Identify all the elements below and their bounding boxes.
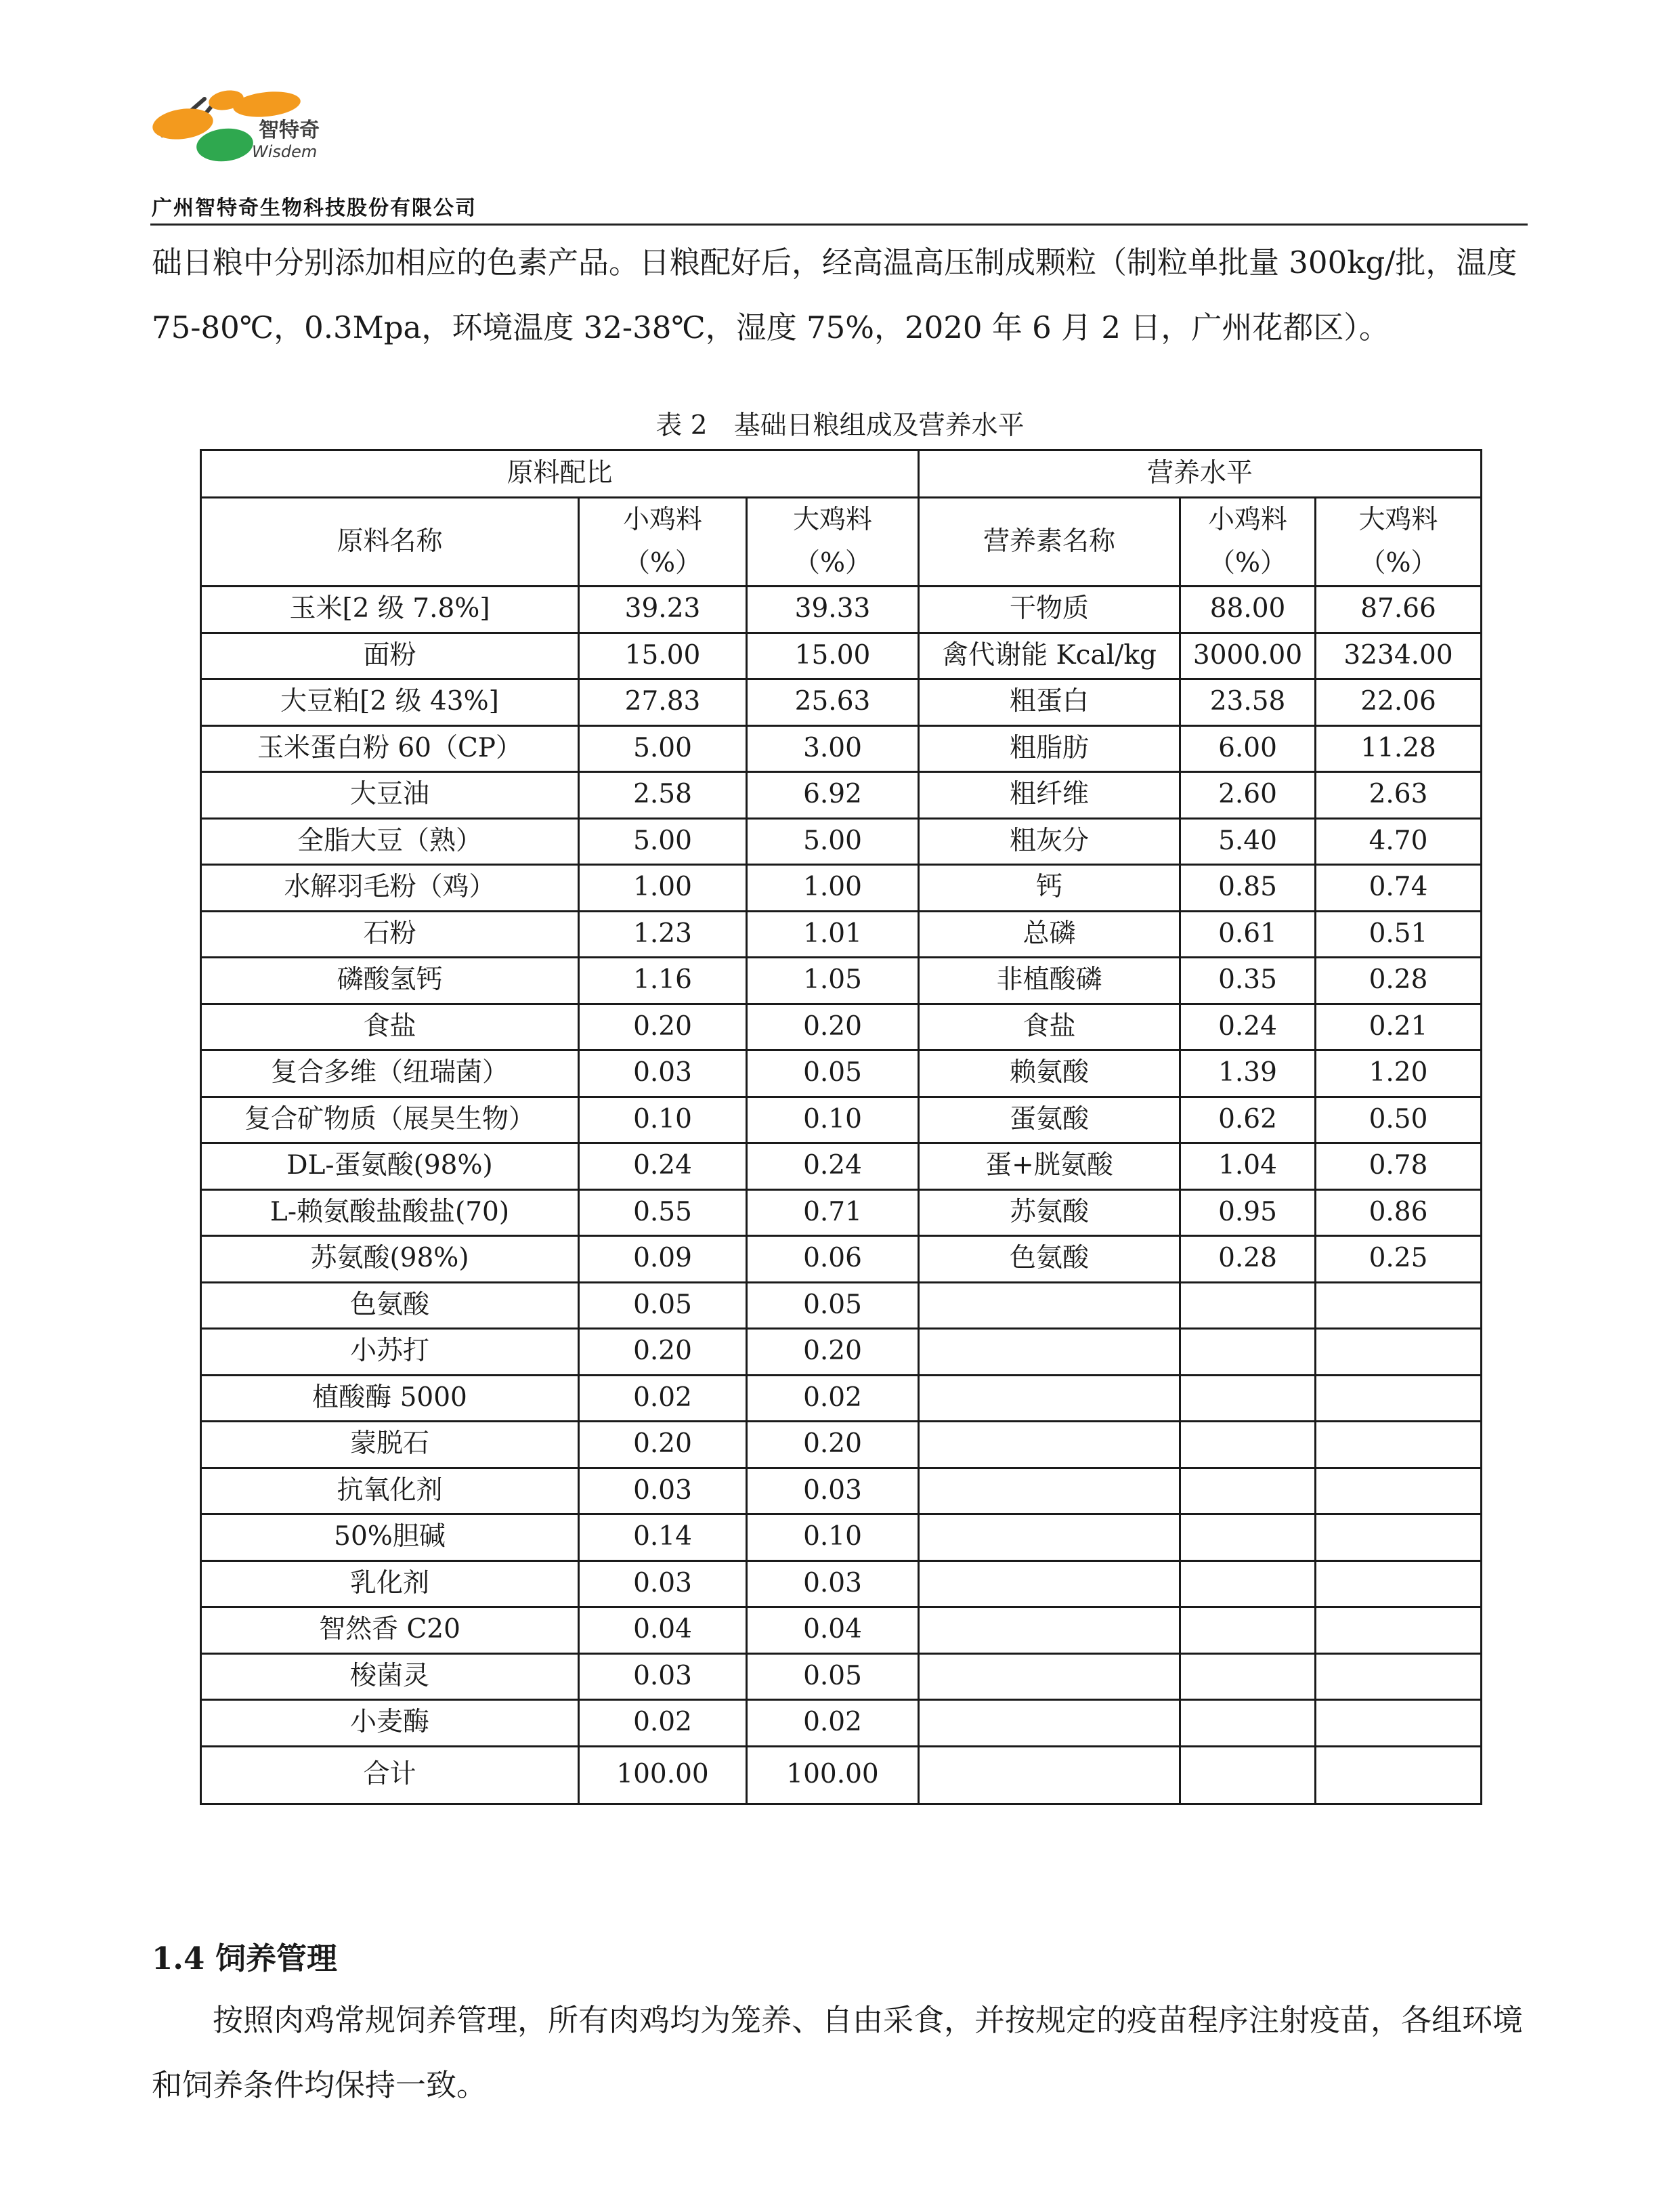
cell-nutrient-large: 11.28 <box>1316 725 1482 772</box>
cell-nutrient: 食盐 <box>919 1004 1180 1050</box>
cell-nutrient-small: 0.35 <box>1180 958 1316 1004</box>
cell-ingredient: 小苏打 <box>201 1329 579 1376</box>
cell-nutrient <box>919 1653 1180 1700</box>
cell-large-pct: 39.33 <box>747 587 919 633</box>
company-name: 广州智特奇生物科技股份有限公司 <box>152 196 477 220</box>
section-paragraph: 按照肉鸡常规饲养管理，所有肉鸡均为笼养、自由采食，并按规定的疫苗程序注射疫苗，各组环境和饲养条件均保持一致。 <box>152 2002 1524 2103</box>
cell-nutrient-small: 2.60 <box>1180 772 1316 819</box>
cell-small-pct: 0.03 <box>579 1050 747 1097</box>
cell-nutrient-large <box>1316 1422 1482 1468</box>
cell-nutrient-small: 1.04 <box>1180 1143 1316 1190</box>
cell-large-pct: 0.71 <box>747 1189 919 1236</box>
cell-nutrient: 粗灰分 <box>919 818 1180 865</box>
table-row <box>201 865 1482 912</box>
cell-small-pct: 0.03 <box>579 1560 747 1607</box>
cell-nutrient-small: 1.39 <box>1180 1050 1316 1097</box>
cell-ingredient: 食盐 <box>201 1004 579 1050</box>
diet-composition-table <box>200 449 1482 1805</box>
cell-large-pct: 0.20 <box>747 1329 919 1376</box>
cell-nutrient-small <box>1180 1607 1316 1654</box>
total-cell-large-pct: 100.00 <box>747 1746 919 1804</box>
cell-nutrient: 干物质 <box>919 587 1180 633</box>
cell-nutrient <box>919 1375 1180 1422</box>
cell-ingredient: 石粉 <box>201 911 579 958</box>
cell-nutrient-small: 0.24 <box>1180 1004 1316 1050</box>
cell-nutrient-large: 22.06 <box>1316 679 1482 726</box>
header-large-nutrient <box>1316 498 1482 587</box>
table-row <box>201 1236 1482 1283</box>
table-row <box>201 911 1482 958</box>
cell-large-pct: 25.63 <box>747 679 919 726</box>
cell-ingredient: 乳化剂 <box>201 1560 579 1607</box>
table-row <box>201 958 1482 1004</box>
cell-nutrient-large: 0.28 <box>1316 958 1482 1004</box>
cell-small-pct: 0.03 <box>579 1468 747 1514</box>
cell-nutrient-large: 4.70 <box>1316 818 1482 865</box>
cell-large-pct: 5.00 <box>747 818 919 865</box>
cell-small-pct: 5.00 <box>579 725 747 772</box>
cell-large-pct: 0.05 <box>747 1653 919 1700</box>
header-small-label: 小鸡料 <box>622 505 702 535</box>
cell-ingredient: 植酸酶 5000 <box>201 1375 579 1422</box>
cell-small-pct: 0.04 <box>579 1607 747 1654</box>
cell-nutrient-small: 0.61 <box>1180 911 1316 958</box>
cell-large-pct: 1.00 <box>747 865 919 912</box>
total-cell-small-pct: 100.00 <box>579 1746 747 1804</box>
cell-large-pct: 3.00 <box>747 725 919 772</box>
table-row <box>201 679 1482 726</box>
table-row <box>201 1189 1482 1236</box>
cell-nutrient: 粗蛋白 <box>919 679 1180 726</box>
cell-small-pct: 0.20 <box>579 1004 747 1050</box>
cell-nutrient: 蛋+胱氨酸 <box>919 1143 1180 1190</box>
cell-large-pct: 0.24 <box>747 1143 919 1190</box>
cell-ingredient: 玉米蛋白粉 60（CP） <box>201 725 579 772</box>
cell-large-pct: 1.01 <box>747 911 919 958</box>
empty-cell <box>1180 1746 1316 1804</box>
cell-large-pct: 0.10 <box>747 1097 919 1143</box>
cell-nutrient: 粗脂肪 <box>919 725 1180 772</box>
group-header-row <box>201 450 1482 498</box>
cell-small-pct: 1.00 <box>579 865 747 912</box>
cell-nutrient-small: 23.58 <box>1180 679 1316 726</box>
cell-ingredient: 复合多维（纽瑞菌） <box>201 1050 579 1097</box>
cell-nutrient: 钙 <box>919 865 1180 912</box>
cell-nutrient <box>919 1560 1180 1607</box>
table-row <box>201 1468 1482 1514</box>
table-row <box>201 1329 1482 1376</box>
cell-ingredient: 水解羽毛粉（鸡） <box>201 865 579 912</box>
table-row <box>201 1097 1482 1143</box>
cell-nutrient <box>919 1282 1180 1329</box>
cell-large-pct: 0.10 <box>747 1514 919 1561</box>
cell-small-pct: 1.23 <box>579 911 747 958</box>
cell-nutrient-small <box>1180 1422 1316 1468</box>
cell-ingredient: 大豆油 <box>201 772 579 819</box>
cell-small-pct: 0.03 <box>579 1653 747 1700</box>
cell-large-pct: 0.02 <box>747 1700 919 1747</box>
cell-nutrient: 禽代谢能 Kcal/kg <box>919 633 1180 679</box>
table-row <box>201 1560 1482 1607</box>
table-row <box>201 1375 1482 1422</box>
cell-large-pct: 0.05 <box>747 1282 919 1329</box>
cell-nutrient-small <box>1180 1282 1316 1329</box>
cell-nutrient-small <box>1180 1560 1316 1607</box>
cell-small-pct: 0.55 <box>579 1189 747 1236</box>
cell-ingredient: 梭菌灵 <box>201 1653 579 1700</box>
cell-nutrient <box>919 1514 1180 1561</box>
cell-nutrient-small: 3000.00 <box>1180 633 1316 679</box>
cell-ingredient: 50%胆碱 <box>201 1514 579 1561</box>
column-header-row <box>201 498 1482 587</box>
cell-nutrient-large: 3234.00 <box>1316 633 1482 679</box>
cell-nutrient <box>919 1700 1180 1747</box>
cell-ingredient: 蒙脱石 <box>201 1422 579 1468</box>
cell-nutrient-small: 6.00 <box>1180 725 1316 772</box>
header-unit: （%） <box>1359 548 1438 578</box>
cell-nutrient-large <box>1316 1282 1482 1329</box>
cell-ingredient: 抗氧化剂 <box>201 1468 579 1514</box>
empty-cell <box>919 1746 1180 1804</box>
cell-nutrient-small <box>1180 1468 1316 1514</box>
cell-small-pct: 27.83 <box>579 679 747 726</box>
cell-nutrient-large: 0.74 <box>1316 865 1482 912</box>
group-header-ingredients: 原料配比 <box>201 450 919 498</box>
header-nutrient-name: 营养素名称 <box>919 498 1180 587</box>
cell-nutrient-large: 0.25 <box>1316 1236 1482 1283</box>
cell-large-pct: 0.05 <box>747 1050 919 1097</box>
cell-nutrient: 粗纤维 <box>919 772 1180 819</box>
cell-nutrient-small: 0.85 <box>1180 865 1316 912</box>
cell-nutrient: 苏氨酸 <box>919 1189 1180 1236</box>
cell-large-pct: 0.02 <box>747 1375 919 1422</box>
cell-large-pct: 15.00 <box>747 633 919 679</box>
cell-ingredient: 全脂大豆（熟） <box>201 818 579 865</box>
cell-large-pct: 1.05 <box>747 958 919 1004</box>
cell-ingredient: 面粉 <box>201 633 579 679</box>
cell-ingredient: 智然香 C20 <box>201 1607 579 1654</box>
cell-large-pct: 0.03 <box>747 1468 919 1514</box>
cell-nutrient-small: 88.00 <box>1180 587 1316 633</box>
table-row <box>201 587 1482 633</box>
cell-large-pct: 0.06 <box>747 1236 919 1283</box>
cell-small-pct: 0.05 <box>579 1282 747 1329</box>
cell-nutrient: 非植酸磷 <box>919 958 1180 1004</box>
cell-nutrient-large: 1.20 <box>1316 1050 1482 1097</box>
cell-large-pct: 0.20 <box>747 1004 919 1050</box>
cell-nutrient-large: 0.50 <box>1316 1097 1482 1143</box>
cell-small-pct: 0.14 <box>579 1514 747 1561</box>
cell-nutrient-large: 0.78 <box>1316 1143 1482 1190</box>
cell-nutrient-large <box>1316 1560 1482 1607</box>
cell-nutrient-large <box>1316 1468 1482 1514</box>
group-header-nutrients: 营养水平 <box>919 450 1482 498</box>
cell-small-pct: 0.10 <box>579 1097 747 1143</box>
cell-nutrient-large <box>1316 1607 1482 1654</box>
header-small-nutrient <box>1180 498 1316 587</box>
cell-small-pct: 0.02 <box>579 1375 747 1422</box>
cell-large-pct: 0.20 <box>747 1422 919 1468</box>
table-row <box>201 1607 1482 1654</box>
cell-nutrient-small <box>1180 1329 1316 1376</box>
header-small-label: 小鸡料 <box>1208 505 1288 535</box>
cell-small-pct: 0.02 <box>579 1700 747 1747</box>
cell-nutrient-large: 0.86 <box>1316 1189 1482 1236</box>
header-unit: （%） <box>623 548 702 578</box>
cell-large-pct: 6.92 <box>747 772 919 819</box>
cell-nutrient-small: 0.28 <box>1180 1236 1316 1283</box>
cell-large-pct: 0.03 <box>747 1560 919 1607</box>
cell-nutrient-large <box>1316 1329 1482 1376</box>
section-heading: 1.4 饲养管理 <box>152 1940 337 1976</box>
cell-small-pct: 15.00 <box>579 633 747 679</box>
cell-nutrient-large: 87.66 <box>1316 587 1482 633</box>
table-row <box>201 633 1482 679</box>
table-row <box>201 1004 1482 1050</box>
cell-nutrient-large: 0.21 <box>1316 1004 1482 1050</box>
header-ingredient-name: 原料名称 <box>201 498 579 587</box>
table-row <box>201 1700 1482 1747</box>
cell-nutrient-large <box>1316 1700 1482 1747</box>
table-caption: 表 2 基础日粮组成及营养水平 <box>655 410 1025 441</box>
header-large-label: 大鸡料 <box>793 505 873 535</box>
header-large-label: 大鸡料 <box>1358 505 1438 535</box>
cell-ingredient: 玉米[2 级 7.8%] <box>201 587 579 633</box>
cell-nutrient-large <box>1316 1514 1482 1561</box>
cell-ingredient: 磷酸氢钙 <box>201 958 579 1004</box>
cell-nutrient: 色氨酸 <box>919 1236 1180 1283</box>
table-row <box>201 1143 1482 1190</box>
table-row <box>201 725 1482 772</box>
cell-nutrient: 赖氨酸 <box>919 1050 1180 1097</box>
header-divider <box>150 224 1528 226</box>
cell-nutrient-small: 0.62 <box>1180 1097 1316 1143</box>
table-row <box>201 772 1482 819</box>
cell-small-pct: 0.24 <box>579 1143 747 1190</box>
cell-small-pct: 2.58 <box>579 772 747 819</box>
cell-small-pct: 39.23 <box>579 587 747 633</box>
cell-ingredient: 大豆粕[2 级 43%] <box>201 679 579 726</box>
cell-large-pct: 0.04 <box>747 1607 919 1654</box>
cell-small-pct: 0.20 <box>579 1329 747 1376</box>
total-row <box>201 1746 1482 1804</box>
cell-nutrient <box>919 1329 1180 1376</box>
cell-ingredient: DL-蛋氨酸(98%) <box>201 1143 579 1190</box>
table-row <box>201 1653 1482 1700</box>
cell-nutrient-small <box>1180 1700 1316 1747</box>
cell-small-pct: 0.20 <box>579 1422 747 1468</box>
table-row <box>201 1050 1482 1097</box>
company-logo <box>150 87 347 165</box>
cell-ingredient: L-赖氨酸盐酸盐(70) <box>201 1189 579 1236</box>
cell-nutrient-large: 0.51 <box>1316 911 1482 958</box>
total-cell-ingredient: 合计 <box>201 1746 579 1804</box>
cell-ingredient: 小麦酶 <box>201 1700 579 1747</box>
header-small-chicken <box>579 498 747 587</box>
cell-nutrient-large: 2.63 <box>1316 772 1482 819</box>
cell-nutrient-large <box>1316 1653 1482 1700</box>
cell-nutrient-small <box>1180 1375 1316 1422</box>
cell-ingredient: 苏氨酸(98%) <box>201 1236 579 1283</box>
cell-nutrient-small: 0.95 <box>1180 1189 1316 1236</box>
cell-ingredient: 复合矿物质（展昊生物） <box>201 1097 579 1143</box>
cell-nutrient-small <box>1180 1514 1316 1561</box>
cell-nutrient-large <box>1316 1375 1482 1422</box>
cell-small-pct: 5.00 <box>579 818 747 865</box>
table-row <box>201 1514 1482 1561</box>
cell-nutrient <box>919 1468 1180 1514</box>
header-unit: （%） <box>1208 548 1287 578</box>
table-row <box>201 1282 1482 1329</box>
cell-ingredient: 色氨酸 <box>201 1282 579 1329</box>
cell-nutrient <box>919 1607 1180 1654</box>
cell-nutrient: 蛋氨酸 <box>919 1097 1180 1143</box>
intro-paragraph: 础日粮中分别添加相应的色素产品。日粮配好后，经高温高压制成颗粒（制粒单批量 300kg/批，温度 75-80℃，0.3Mpa，环境温度 32-38℃，湿度 75%，2020 年 6 月 2 日，广州花都区）。 <box>152 245 1517 345</box>
cell-small-pct: 0.09 <box>579 1236 747 1283</box>
empty-cell <box>1316 1746 1482 1804</box>
table-row <box>201 1422 1482 1468</box>
cell-nutrient-small <box>1180 1653 1316 1700</box>
cell-nutrient <box>919 1422 1180 1468</box>
cell-nutrient-small: 5.40 <box>1180 818 1316 865</box>
cell-nutrient: 总磷 <box>919 911 1180 958</box>
cell-small-pct: 1.16 <box>579 958 747 1004</box>
header-large-chicken <box>747 498 919 587</box>
logo-text-cn: 智特奇 <box>259 119 320 142</box>
header-unit: （%） <box>793 548 872 578</box>
logo-text-en: Wisdem <box>252 142 318 161</box>
table-row <box>201 818 1482 865</box>
